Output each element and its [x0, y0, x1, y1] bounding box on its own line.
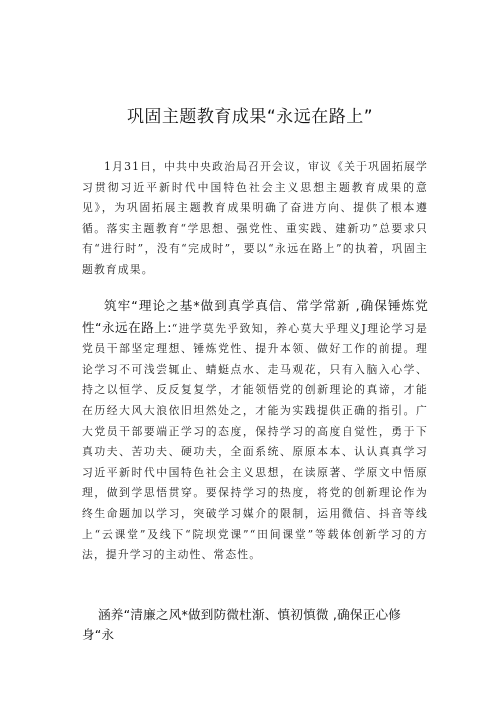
document-title: 巩固主题教育成果“永远在路上” — [126, 107, 374, 127]
paragraph-section1 — [82, 296, 428, 566]
section1-body: “进学莫先乎致知，养心莫大乎理义J理论学习是党员干部坚定理想、锤炼党性、提升本领、做好工作的前提。理论学习不可浅尝辄止、蜻蜓点水、走马观花，只有入脑入心学、持之以恒学、反反复复学，才能领悟党的创新理论的真谛，才能在历经大风大浪依旧坦然处之，才能为实践提供正确的指引。广大党员干部要端正学习的态度，保持学习的高度自觉性，勇于下真功夫、苦功夫、硬功夫，全面系统、原原本本、认认真真学习习近平新时代中国特色社会主义思想，在读原著、学原文中悟原理，做到学思悟贯穿。要保持学习的热度，将党的创新理论作为终生命题加以学习，突破学习媒介的限制，运用微信、抖音等线上“云课堂”及线下“院坝党课”“田间课堂”等载体创新学习的方法，提升学习的主动性、常态性。 — [82, 321, 428, 562]
section1-heading: 筑牢“理论之基*做到真学真信、常学常新 ,确保锤炼党性“永远在路上: — [82, 298, 428, 335]
section2-heading: 涵养“清廉之风*做到防微杜渐、慎初慎微 ,确保正心修身“永 — [82, 607, 402, 642]
paragraph-intro: 1月31日，中共中央政治局召开会议，审议《关于巩固拓展学习贯彻习近平新时代中国特色社会主义思想主题教育成果的意见》，为巩固拓展主题教育成果明确了奋进方向、提供了根本遵循。落实主题教育“学思想、强党性、重实践、建新功”总要求只有“进行时”，没有“完成时”，要以“永远在路上”的执着，巩固主题教育成果。 — [82, 160, 428, 276]
